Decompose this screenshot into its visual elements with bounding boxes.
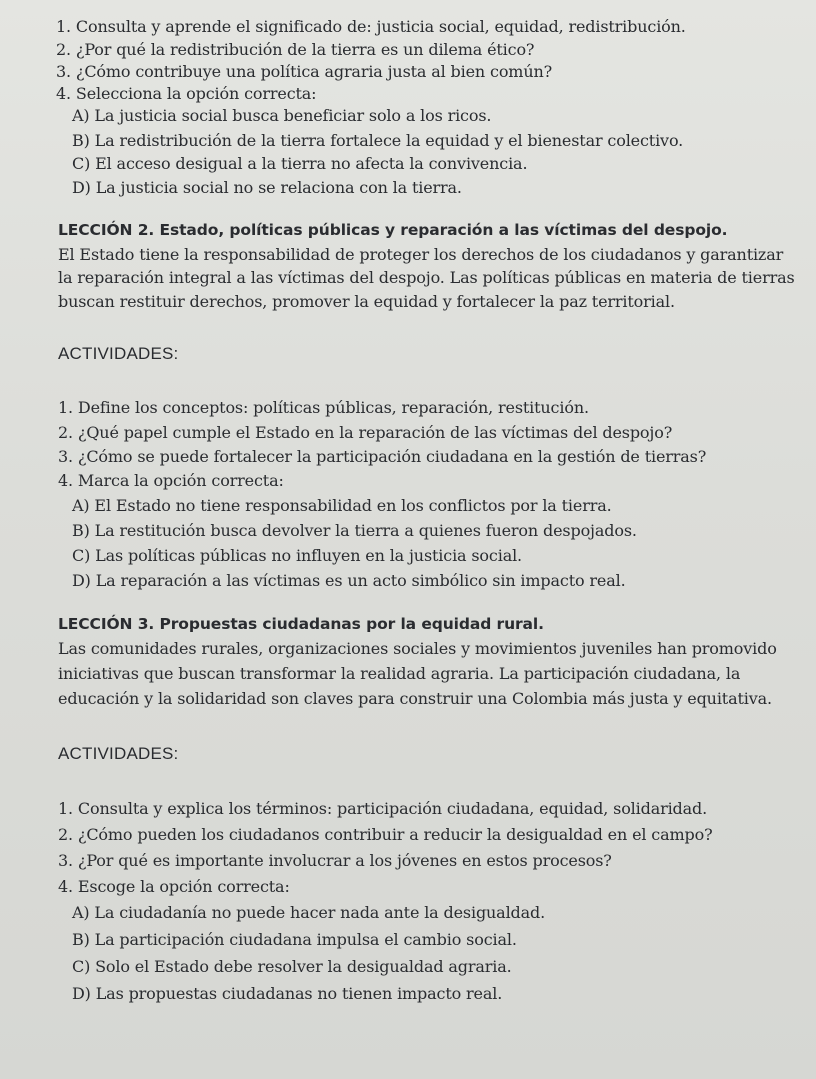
lesson3-option-a: A) La ciudadanía no puede hacer nada ante la desigualdad. (72, 903, 546, 922)
lesson2-option-a: A) El Estado no tiene responsabilidad en los conflictos por la tierra. (72, 496, 612, 515)
lesson3-option-d: D) Las propuestas ciudadanas no tienen impacto real. (72, 984, 503, 1003)
lesson2-option-d: D) La reparación a las víctimas es un acto simbólico sin impacto real. (72, 571, 626, 590)
lesson2-option-b: B) La restitución busca devolver la tierra a quienes fueron despojados. (72, 521, 637, 540)
lesson3-paragraph-line-1: Las comunidades rurales, organizaciones sociales y movimientos juveniles han promovido (58, 639, 777, 658)
lesson1-question-2: 2. ¿Por qué la redistribución de la tierra es un dilema ético? (56, 40, 535, 59)
lesson2-paragraph-line-3: buscan restituir derechos, promover la equidad y fortalecer la paz territorial. (58, 292, 675, 311)
lesson3-question-3: 3. ¿Por qué es importante involucrar a los jóvenes en estos procesos? (58, 851, 612, 870)
lesson2-title: LECCIÓN 2. Estado, políticas públicas y reparación a las víctimas del despojo. (58, 221, 728, 239)
lesson2-paragraph-line-1: El Estado tiene la responsabilidad de proteger los derechos de los ciudadanos y garantizar (58, 245, 784, 264)
lesson3-question-2: 2. ¿Cómo pueden los ciudadanos contribuir a reducir la desigualdad en el campo? (58, 825, 713, 844)
lesson3-question-1: 1. Consulta y explica los términos: participación ciudadana, equidad, solidaridad. (58, 799, 708, 818)
lesson3-title: LECCIÓN 3. Propuestas ciudadanas por la equidad rural. (58, 615, 544, 633)
lesson3-activities-label: ACTIVIDADES: (58, 744, 179, 763)
lesson1-option-c: C) El acceso desigual a la tierra no afecta la convivencia. (72, 154, 528, 173)
lesson3-option-c: C) Solo el Estado debe resolver la desigualdad agraria. (72, 957, 512, 976)
lesson1-option-b: B) La redistribución de la tierra fortalece la equidad y el bienestar colectivo. (72, 131, 684, 150)
lesson2-paragraph-line-2: la reparación integral a las víctimas del despojo. Las políticas públicas en materia de tierras (58, 268, 795, 287)
lesson1-question-4: 4. Selecciona la opción correcta: (56, 84, 317, 103)
lesson1-option-d: D) La justicia social no se relaciona con la tierra. (72, 178, 462, 197)
lesson2-activities-label: ACTIVIDADES: (58, 344, 179, 363)
lesson2-question-1: 1. Define los conceptos: políticas públicas, reparación, restitución. (58, 398, 589, 417)
lesson3-paragraph-line-3: educación y la solidaridad son claves para construir una Colombia más justa y equitativa. (58, 689, 772, 708)
lesson1-option-a: A) La justicia social busca beneficiar solo a los ricos. (72, 106, 492, 125)
lesson2-question-3: 3. ¿Cómo se puede fortalecer la participación ciudadana en la gestión de tierras? (58, 447, 707, 466)
lesson3-option-b: B) La participación ciudadana impulsa el cambio social. (72, 930, 517, 949)
lesson1-question-1: 1. Consulta y aprende el significado de: justicia social, equidad, redistribución. (56, 17, 686, 36)
lesson3-paragraph-line-2: iniciativas que buscan transformar la realidad agraria. La participación ciudadana, la (58, 664, 741, 683)
lesson1-question-3: 3. ¿Cómo contribuye una política agraria justa al bien común? (56, 62, 553, 81)
lesson3-question-4: 4. Escoge la opción correcta: (58, 877, 290, 896)
lesson2-question-4: 4. Marca la opción correcta: (58, 471, 284, 490)
lesson2-question-2: 2. ¿Qué papel cumple el Estado en la reparación de las víctimas del despojo? (58, 423, 673, 442)
lesson2-option-c: C) Las políticas públicas no influyen en la justicia social. (72, 546, 522, 565)
